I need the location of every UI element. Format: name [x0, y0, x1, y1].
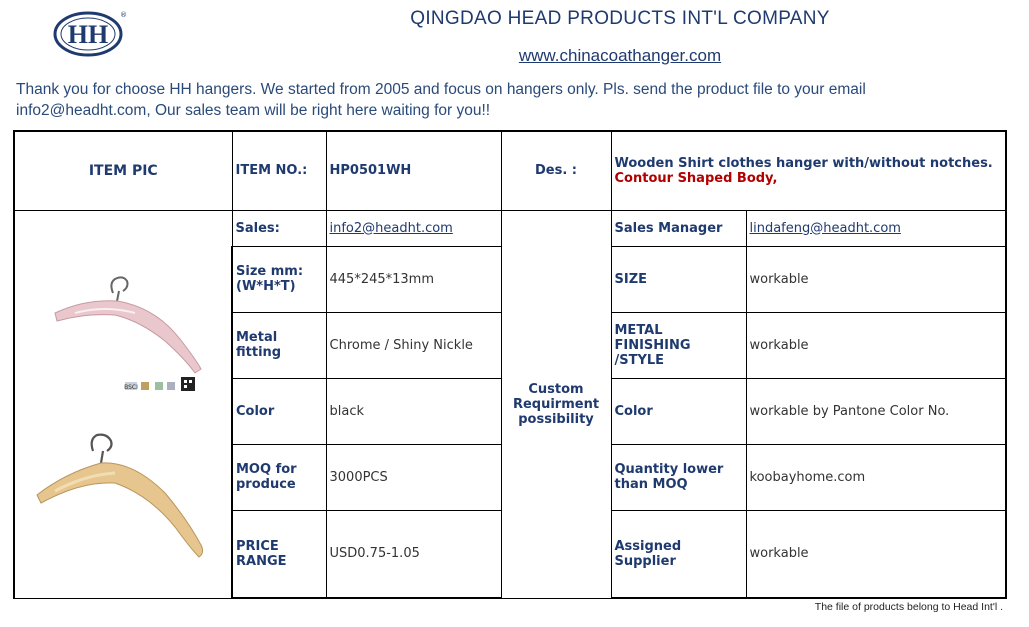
hanger-image-light: [15, 249, 232, 394]
table-header-row: [14, 131, 1006, 210]
custom-requirement-cell: [501, 210, 611, 598]
custom-color-label: Color: [611, 378, 746, 444]
assigned-supplier-label: Assigned Supplier: [611, 510, 746, 598]
item-no-value: HP0501WH: [326, 131, 501, 210]
footer-note: The file of products belong to Head Int'l .: [814, 601, 1003, 613]
hanger-image-wood: [15, 421, 232, 571]
moq-value: 3000PCS: [326, 444, 501, 510]
custom-color-value: workable by Pantone Color No.: [746, 378, 1006, 444]
custom-size-value: workable: [746, 246, 1006, 312]
quantity-lower-label-line-1: Quantity lower: [614, 462, 724, 477]
custom-label-3: possibility: [518, 411, 594, 427]
size-label: [232, 246, 326, 312]
des-label: Des. :: [501, 131, 611, 210]
sales-manager-email-link[interactable]: lindafeng@headht.com: [746, 210, 1006, 246]
sales-manager-label: Sales Manager: [611, 210, 746, 246]
metal-finishing-label: [611, 312, 746, 378]
metal-finishing-value: workable: [746, 312, 1006, 378]
website-link[interactable]: www.chinacoathanger.com: [518, 46, 722, 65]
color-value: black: [326, 378, 501, 444]
metal-finishing-label-line-1: METAL FINISHING: [614, 322, 691, 353]
sales-label: Sales:: [232, 210, 326, 246]
moq-label: [232, 444, 326, 510]
metal-fitting-label: Metal fitting: [232, 312, 326, 378]
size-value: 445*245*13mm: [326, 246, 501, 312]
price-range-label-line-2: RANGE: [236, 553, 287, 569]
sales-email-link[interactable]: info2@headht.com: [326, 210, 501, 246]
moq-label-line-2: produce: [236, 477, 296, 492]
color-label: Color: [232, 378, 326, 444]
quantity-lower-label: [611, 444, 746, 510]
intro-line-2: info2@headht.com, Our sales team will be right here waiting for you!!: [16, 102, 491, 119]
intro-line-1: Thank you for choose HH hangers. We started from 2005 and focus on hangers only. Pls. send the product file to your email: [16, 81, 866, 98]
quantity-lower-value: koobayhome.com: [746, 444, 1006, 510]
svg-text:®: ®: [120, 11, 127, 19]
intro-text: [16, 79, 1006, 121]
metal-fitting-value: Chrome / Shiny Nickle: [326, 312, 501, 378]
price-range-value: USD0.75-1.05: [326, 510, 501, 598]
price-range-label: [232, 510, 326, 598]
description-line-2: Contour Shaped Body,: [614, 170, 778, 186]
logo-text: HH: [67, 20, 109, 49]
custom-label-2: Requirment: [512, 396, 600, 412]
custom-label-1: Custom: [528, 381, 584, 397]
cert-badge-text: BSCI: [124, 383, 138, 391]
moq-label-line-1: MOQ for: [236, 462, 297, 477]
size-label-line-2: (W*H*T): [236, 279, 296, 294]
item-pic-header: ITEM PIC: [14, 131, 232, 210]
custom-size-label: SIZE: [611, 246, 746, 312]
price-range-label-line-1: PRICE: [236, 538, 279, 554]
metal-finishing-label-line-2: /STYLE: [614, 352, 665, 368]
item-picture-cell: [14, 210, 232, 598]
company-name: QINGDAO HEAD PRODUCTS INT'L COMPANY: [410, 8, 830, 29]
assigned-supplier-value: workable: [746, 510, 1006, 598]
product-spec-table: [13, 130, 1007, 599]
table-row: [14, 210, 1006, 246]
description-line-1: Wooden Shirt clothes hanger with/without notches.: [614, 155, 993, 171]
item-no-label: ITEM NO.:: [232, 131, 326, 210]
size-label-line-1: Size mm:: [236, 264, 304, 279]
company-logo: [54, 8, 126, 58]
description-cell: [611, 131, 1006, 210]
quantity-lower-label-line-2: than MOQ: [614, 477, 688, 492]
